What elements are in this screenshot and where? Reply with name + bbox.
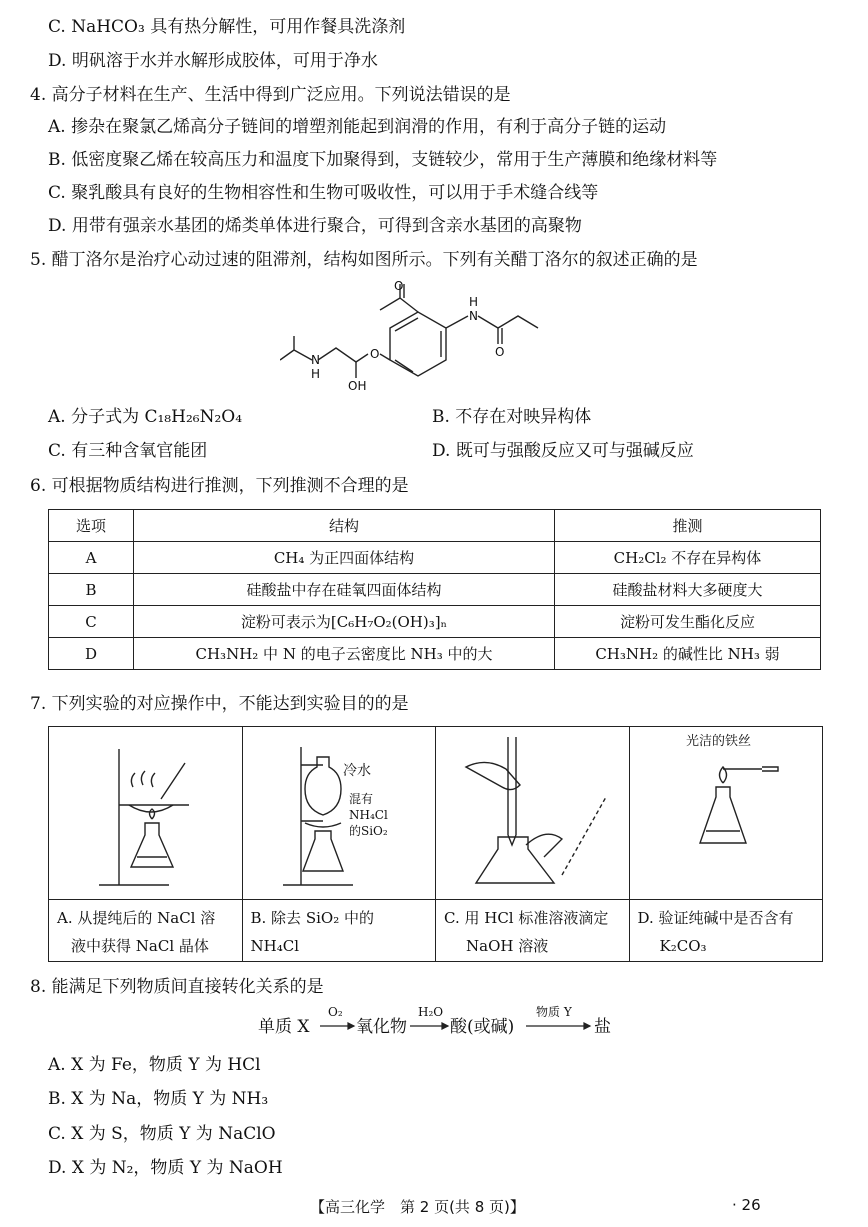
q8-option-b: B. X 为 Na，物质 Y 为 NH₃ [48, 1089, 269, 1109]
struct-o-ketone: O [394, 279, 404, 293]
table-cell: B [49, 574, 134, 606]
label-iron-wire: 光洁的铁丝 [685, 734, 751, 749]
struct-n-amine: N [311, 353, 320, 367]
flame-test-apparatus-drawing [630, 727, 822, 897]
experiment-d [630, 727, 823, 961]
table-row [49, 606, 821, 638]
experiment-b-caption: B. 除去 SiO₂ 中的 NH₄Cl [250, 909, 374, 955]
q4-option-c: C. 聚乳酸具有良好的生物相容性和生物可吸收性，可以用于手术缝合线等 [48, 183, 599, 203]
label-mixed-2: NH₄Cl [348, 808, 388, 822]
q6-stem: 6. 可根据物质结构进行推测，下列推测不合理的是 [30, 476, 409, 496]
q5-option-d: D. 既可与强酸反应又可与强碱反应 [432, 441, 694, 461]
q7-stem: 7. 下列实验的对应操作中，不能达到实验目的的是 [30, 694, 409, 714]
chain-s2: 氧化物 [356, 1017, 407, 1037]
table-cell: 淀粉可发生酯化反应 [555, 606, 821, 638]
label-mixed-1: 混有 [348, 792, 373, 806]
struct-o-amide: O [495, 345, 505, 359]
table-cell: CH₃NH₂ 的碱性比 NH₃ 弱 [555, 638, 821, 670]
acebutolol-structure [280, 278, 580, 398]
struct-o-ether: O [370, 347, 380, 361]
chain-s3: 酸(或碱) [450, 1017, 515, 1037]
table-cell: C [49, 606, 134, 638]
q6-table [48, 509, 821, 670]
q8-stem: 8. 能满足下列物质间直接转化关系的是 [30, 977, 324, 997]
table-cell: 硅酸盐中存在硅氧四面体结构 [134, 574, 555, 606]
q8-option-c: C. X 为 S，物质 Y 为 NaClO [48, 1124, 276, 1144]
experiment-b [243, 727, 437, 961]
q7-experiment-grid [48, 726, 823, 962]
table-cell: 淀粉可表示为[C₆H₇O₂(OH)₃]ₙ [134, 606, 555, 638]
table-cell: A [49, 542, 134, 574]
q8-option-a: A. X 为 Fe，物质 Y 为 HCl [48, 1055, 261, 1075]
q3-option-d: D. 明矾溶于水并水解形成胶体，可用于净水 [48, 51, 378, 71]
struct-n-amide: N [469, 309, 478, 323]
table-row [49, 638, 821, 670]
q5-option-a: A. 分子式为 C₁₈H₂₆N₂O₄ [48, 407, 243, 427]
page-footer: 【高三化学 第 2 页(共 8 页)】 [310, 1198, 525, 1216]
q5-option-c: C. 有三种含氧官能团 [48, 441, 208, 461]
chain-s1: 单质 X [258, 1017, 310, 1037]
q5-option-b: B. 不存在对映异构体 [432, 407, 592, 427]
chain-a1: O₂ [328, 1005, 343, 1019]
q4-option-d: D. 用带有强亲水基团的烯类单体进行聚合，可得到含亲水基团的高聚物 [48, 216, 582, 236]
evaporation-apparatus-drawing [49, 727, 241, 897]
page-code: · 26 [732, 1196, 761, 1214]
table-row [49, 542, 821, 574]
struct-h-amide: H [469, 295, 479, 309]
q4-stem: 4. 高分子材料在生产、生活中得到广泛应用。下列说法错误的是 [30, 85, 511, 105]
experiment-c [436, 727, 630, 961]
q4-option-b: B. 低密度聚乙烯在较高压力和温度下加聚得到，支链较少，常用于生产薄膜和绝缘材料等 [48, 150, 718, 170]
q4-option-a: A. 掺杂在聚氯乙烯高分子链间的增塑剂能起到润滑的作用，有利于高分子链的运动 [48, 117, 667, 137]
table-cell: CH₂Cl₂ 不存在异构体 [555, 542, 821, 574]
table-header-row [49, 510, 821, 542]
table-cell: CH₃NH₂ 中 N 的电子云密度比 NH₃ 中的大 [134, 638, 555, 670]
experiment-d-caption: D. 验证纯碱中是否含有 K₂CO₃ [637, 909, 794, 955]
chain-a3: 物质 Y [536, 1005, 572, 1019]
table-row [49, 574, 821, 606]
struct-h-amine: H [311, 367, 321, 381]
q8-option-d: D. X 为 N₂，物质 Y 为 NaOH [48, 1158, 283, 1178]
label-mixed-3: 的SiO₂ [348, 824, 388, 838]
experiment-a [49, 727, 243, 961]
table-cell: CH₄ 为正四面体结构 [134, 542, 555, 574]
table-header: 推测 [555, 510, 821, 542]
table-cell: 硅酸盐材料大多硬度大 [555, 574, 821, 606]
q5-stem: 5. 醋丁洛尔是治疗心动过速的阻滞剂，结构如图所示。下列有关醋丁洛尔的叙述正确的是 [30, 250, 698, 270]
experiment-c-caption: C. 用 HCl 标准溶液滴定 NaOH 溶液 [444, 909, 609, 955]
titration-apparatus-drawing [436, 727, 628, 897]
table-header: 结构 [134, 510, 555, 542]
q3-option-c: C. NaHCO₃ 具有热分解性，可用作餐具洗涤剂 [48, 17, 406, 37]
table-cell: D [49, 638, 134, 670]
label-cold-water: 冷水 [342, 763, 371, 779]
chain-s4: 盐 [594, 1017, 611, 1037]
chain-a2: H₂O [418, 1005, 444, 1019]
table-header: 选项 [49, 510, 134, 542]
sublimation-apparatus-drawing [243, 727, 435, 897]
experiment-a-caption: A. 从提纯后的 NaCl 溶 液中获得 NaCl 晶体 [57, 909, 216, 955]
struct-oh: OH [348, 379, 367, 393]
